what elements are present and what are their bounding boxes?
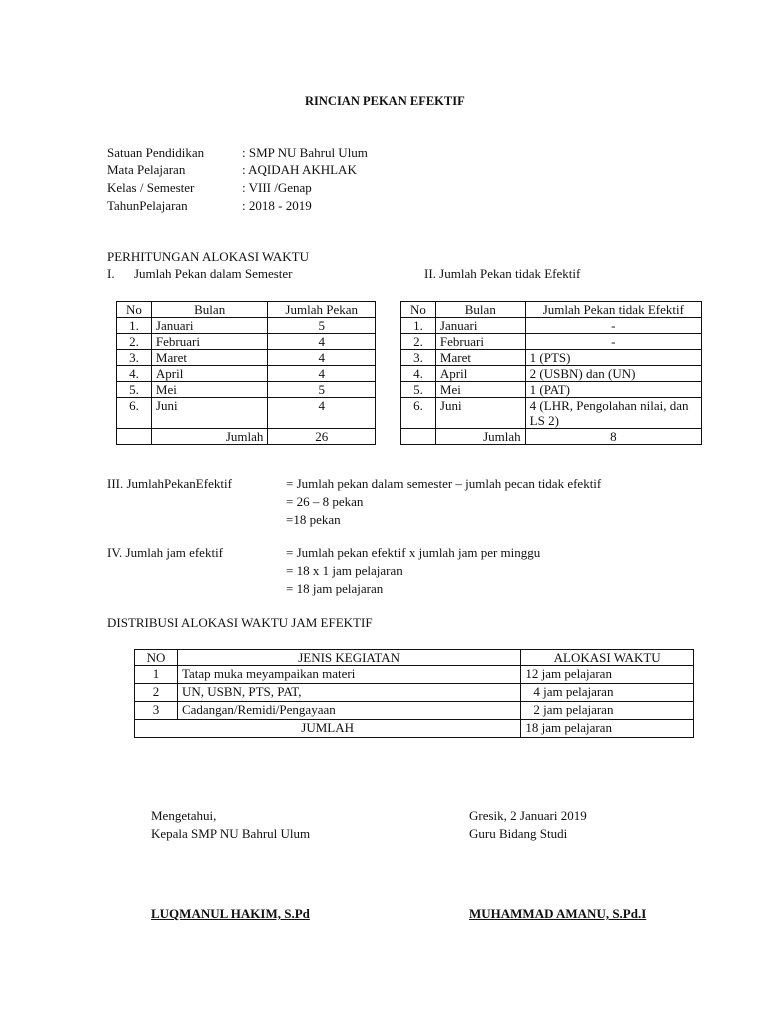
cell-bulan: Februari — [435, 334, 525, 350]
cell-no: 2. — [117, 334, 152, 350]
calc-label: IV. Jumlah jam efektif — [107, 545, 224, 560]
cell-kegiatan: UN, USBN, PTS, PAT, — [177, 684, 520, 702]
empty-cell — [117, 429, 152, 445]
cell-value: 4 — [268, 334, 376, 350]
cell-alokasi: 4 jam pelajaran — [521, 684, 694, 702]
col-header: No — [117, 302, 152, 318]
distribution-title: DISTRIBUSI ALOKASI WAKTU JAM EFEKTIF — [107, 615, 373, 630]
table-row — [401, 366, 702, 382]
cell-bulan: Juni — [435, 398, 525, 429]
table-row — [401, 350, 702, 366]
sign-right-line1: Gresik, 2 Januari 2019 — [469, 808, 587, 823]
page-title: RINCIAN PEKAN EFEKTIF — [305, 94, 465, 108]
col-header: ALOKASI WAKTU — [521, 650, 694, 666]
cell-bulan: Juni — [151, 398, 268, 429]
cell-bulan: Mei — [435, 382, 525, 398]
cell-bulan: Maret — [435, 350, 525, 366]
cell-value: 2 (USBN) dan (UN) — [525, 366, 701, 382]
cell-no: 4. — [401, 366, 436, 382]
col-header: Jumlah Pekan tidak Efektif — [525, 302, 701, 318]
cell-bulan: Mei — [151, 382, 268, 398]
table-row — [401, 382, 702, 398]
cell-alokasi: 2 jam pelajaran — [521, 702, 694, 720]
table-row — [135, 666, 694, 684]
weeks-table — [116, 301, 376, 445]
cell-no: 3. — [401, 350, 436, 366]
cell-no: 6. — [117, 398, 152, 429]
cell-bulan: Maret — [151, 350, 268, 366]
identity-label: Mata Pelajaran — [107, 162, 186, 177]
table-total-row — [117, 429, 376, 445]
sign-right-name: MUHAMMAD AMANU, S.Pd.I — [469, 906, 647, 921]
table-row — [135, 684, 694, 702]
non-effective-weeks-table — [400, 301, 702, 445]
cell-no: 1 — [135, 666, 178, 684]
identity-value: : 2018 - 2019 — [242, 198, 312, 213]
cell-value: 5 — [268, 382, 376, 398]
calc-line: = Jumlah pekan efektif x jumlah jam per minggu — [286, 545, 541, 560]
section1-number: I. — [107, 266, 115, 281]
table-header-row — [135, 650, 694, 666]
cell-no: 2 — [135, 684, 178, 702]
table-row — [401, 398, 702, 429]
cell-alokasi: 12 jam pelajaran — [521, 666, 694, 684]
calc-label: III. JumlahPekanEfektif — [107, 476, 232, 491]
identity-label: Satuan Pendidikan — [107, 145, 205, 160]
section2-label: II. Jumlah Pekan tidak Efektif — [424, 266, 581, 281]
cell-bulan: Februari — [151, 334, 268, 350]
identity-label: Kelas / Semester — [107, 180, 195, 195]
table-total-row — [401, 429, 702, 445]
cell-value: 4 — [268, 398, 376, 429]
cell-no: 5. — [117, 382, 152, 398]
sign-left-name: LUQMANUL HAKIM, S.Pd — [151, 906, 310, 921]
table-row — [401, 334, 702, 350]
identity-label: TahunPelajaran — [107, 198, 188, 213]
sign-left-line1: Mengetahui, — [151, 808, 217, 823]
cell-value: - — [525, 318, 701, 334]
table-total-row — [135, 720, 694, 738]
calc-line: = Jumlah pekan dalam semester – jumlah pecan tidak efektif — [286, 476, 602, 491]
table-row — [117, 350, 376, 366]
cell-no: 1. — [401, 318, 436, 334]
calc-line: = 18 x 1 jam pelajaran — [286, 563, 403, 578]
calc-line: = 18 jam pelajaran — [286, 581, 384, 596]
cell-bulan: April — [151, 366, 268, 382]
col-header: Bulan — [435, 302, 525, 318]
cell-no: 3 — [135, 702, 178, 720]
table-header-row — [117, 302, 376, 318]
table-row — [401, 318, 702, 334]
cell-value: 4 — [268, 366, 376, 382]
col-header: Jumlah Pekan — [268, 302, 376, 318]
section1-label: Jumlah Pekan dalam Semester — [134, 266, 293, 281]
total-label: Jumlah — [435, 429, 525, 445]
calc-line: =18 pekan — [286, 512, 341, 527]
cell-value: 1 (PAT) — [525, 382, 701, 398]
col-header: Bulan — [151, 302, 268, 318]
cell-kegiatan: Cadangan/Remidi/Pengayaan — [177, 702, 520, 720]
table-header-row — [401, 302, 702, 318]
distribution-table — [134, 649, 694, 738]
col-header: JENIS KEGIATAN — [177, 650, 520, 666]
cell-bulan: Januari — [151, 318, 268, 334]
calc-line: = 26 – 8 pekan — [286, 494, 364, 509]
cell-value: - — [525, 334, 701, 350]
cell-no: 1. — [117, 318, 152, 334]
cell-value: 1 (PTS) — [525, 350, 701, 366]
cell-kegiatan: Tatap muka meyampaikan materi — [177, 666, 520, 684]
cell-bulan: Januari — [435, 318, 525, 334]
table-row — [135, 702, 694, 720]
total-value: 8 — [525, 429, 701, 445]
cell-no: 3. — [117, 350, 152, 366]
sign-right-line2: Guru Bidang Studi — [469, 826, 568, 841]
table-row — [117, 382, 376, 398]
cell-bulan: April — [435, 366, 525, 382]
col-header: NO — [135, 650, 178, 666]
total-value: 26 — [268, 429, 376, 445]
table-row — [117, 318, 376, 334]
table-row — [117, 334, 376, 350]
identity-value: : AQIDAH AKHLAK — [242, 162, 357, 177]
cell-value: 4 — [268, 350, 376, 366]
table-row — [117, 366, 376, 382]
table-row — [117, 398, 376, 429]
total-label: JUMLAH — [135, 720, 521, 738]
cell-no: 4. — [117, 366, 152, 382]
cell-no: 5. — [401, 382, 436, 398]
section-title: PERHITUNGAN ALOKASI WAKTU — [107, 249, 309, 264]
cell-no: 6. — [401, 398, 436, 429]
cell-value: 4 (LHR, Pengolahan nilai, dan LS 2) — [525, 398, 701, 429]
cell-value: 5 — [268, 318, 376, 334]
empty-cell — [401, 429, 436, 445]
sign-left-line2: Kepala SMP NU Bahrul Ulum — [151, 826, 311, 841]
col-header: No — [401, 302, 436, 318]
total-value: 18 jam pelajaran — [521, 720, 694, 738]
cell-no: 2. — [401, 334, 436, 350]
identity-value: : SMP NU Bahrul Ulum — [242, 145, 368, 160]
identity-value: : VIII /Genap — [242, 180, 312, 195]
total-label: Jumlah — [151, 429, 268, 445]
